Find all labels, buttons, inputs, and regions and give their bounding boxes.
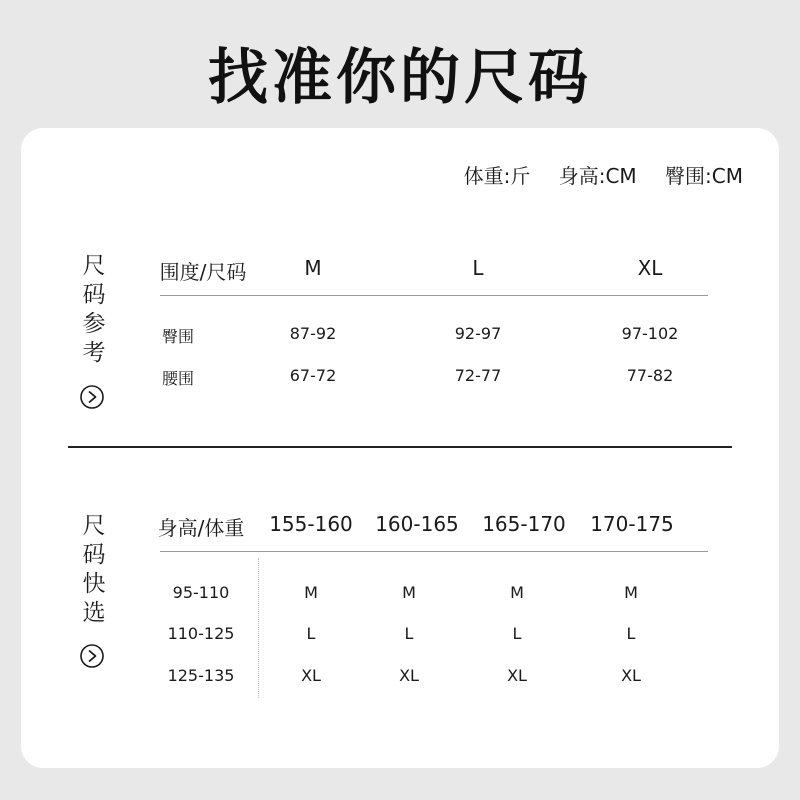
unit-height: 身高:CM xyxy=(558,164,637,188)
vertical-title-char: 选 xyxy=(82,600,106,626)
size-reference-vertical-title xyxy=(79,252,109,368)
vertical-title-char: 快 xyxy=(82,571,106,597)
vertical-title-char: 考 xyxy=(82,340,106,366)
header-size-m: M xyxy=(304,256,322,280)
table2-column-dots xyxy=(258,558,259,698)
size-cell: M xyxy=(624,583,638,602)
vertical-title-char: 尺 xyxy=(82,513,106,539)
size-cell: XL xyxy=(301,666,321,685)
size-cell: L xyxy=(626,624,636,643)
row-waist-label: 腰围 xyxy=(161,369,195,388)
hip-xl-value: 97-102 xyxy=(621,324,679,343)
size-guide-card xyxy=(21,128,779,768)
table1-header-rule xyxy=(160,295,708,296)
header-height-155-160: 155-160 xyxy=(269,512,353,536)
weight-range-label: 95-110 xyxy=(172,583,230,602)
units-legend xyxy=(464,160,743,189)
waist-xl-value: 77-82 xyxy=(626,366,674,385)
hip-m-value: 87-92 xyxy=(289,324,337,343)
unit-hip: 臀围:CM xyxy=(665,164,743,188)
header-size-xl: XL xyxy=(637,256,663,280)
hip-l-value: 92-97 xyxy=(454,324,502,343)
vertical-title-char: 参 xyxy=(82,311,106,337)
header-size-l: L xyxy=(472,256,484,280)
header-girth-size: 围度/尺码 xyxy=(159,260,247,284)
size-cell: M xyxy=(402,583,416,602)
table2-header-rule xyxy=(160,551,708,552)
size-cell: L xyxy=(512,624,522,643)
waist-l-value: 72-77 xyxy=(454,366,502,385)
header-height-170-175: 170-175 xyxy=(590,512,674,536)
vertical-title-char: 码 xyxy=(82,542,106,568)
size-cell: L xyxy=(404,624,414,643)
size-cell: XL xyxy=(399,666,419,685)
size-cell: XL xyxy=(621,666,641,685)
header-height-165-170: 165-170 xyxy=(482,512,566,536)
row-hip-label: 臀围 xyxy=(161,327,195,346)
size-cell: M xyxy=(304,583,318,602)
size-cell: XL xyxy=(507,666,527,685)
section-divider xyxy=(68,446,732,448)
circle-chevron-right-icon[interactable] xyxy=(80,385,104,409)
weight-range-label: 110-125 xyxy=(167,624,235,643)
size-cell: L xyxy=(306,624,316,643)
vertical-title-char: 码 xyxy=(82,282,106,308)
size-cell: M xyxy=(510,583,524,602)
header-height-weight: 身高/体重 xyxy=(157,516,245,540)
unit-weight: 体重:斤 xyxy=(463,164,531,188)
header-height-160-165: 160-165 xyxy=(375,512,459,536)
page-title: 找准你的尺码 xyxy=(208,43,592,113)
circle-chevron-right-icon[interactable] xyxy=(80,644,104,668)
waist-m-value: 67-72 xyxy=(289,366,337,385)
weight-range-label: 125-135 xyxy=(167,666,235,685)
size-quick-select-vertical-title xyxy=(79,512,109,628)
vertical-title-char: 尺 xyxy=(82,253,106,279)
